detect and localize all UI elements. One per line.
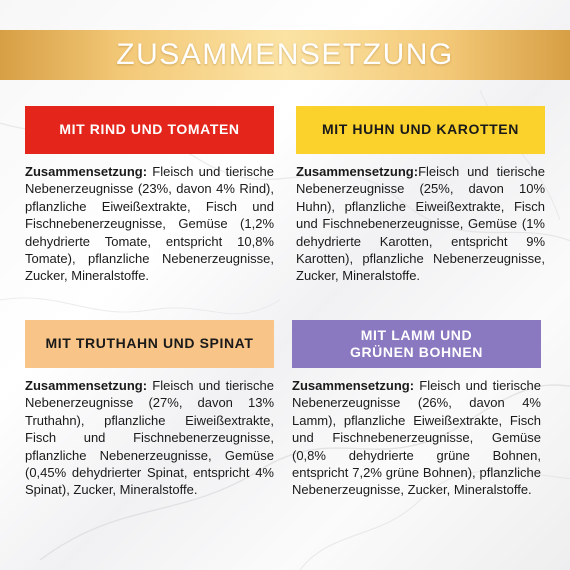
variant-label-line-1: MIT LAMM UND	[360, 326, 473, 343]
variant-label-beef	[25, 106, 274, 154]
variant-label-text: MIT TRUTHAHN UND SPINAT	[45, 335, 254, 352]
composition-label: Zusammensetzung:	[296, 164, 419, 179]
variant-label-turkey	[25, 320, 274, 368]
composition-chicken	[296, 163, 545, 285]
variant-label-text: MIT RIND UND TOMATEN	[59, 121, 240, 138]
composition-label: Zusammensetzung:	[25, 164, 148, 179]
composition-text: Fleisch und tierische Nebenerzeugnisse (26%, davon 4% Lamm), pflanzliche Eiweißextrakte, Fisch und Fischnebenerzeugnisse, Gemüse (0,8% dehydrierte grüne Bohnen, entspricht 7,2% grüne Bohnen), pflanzliche Nebenerzeugnisse, Zucker, Mineralstoffe.	[292, 378, 541, 498]
composition-label: Zusammensetzung:	[25, 378, 148, 393]
page-title: ZUSAMMENSETZUNG	[116, 38, 454, 71]
composition-label: Zusammensetzung:	[292, 378, 415, 393]
composition-text: Fleisch und tierische Nebenerzeugnisse (23%, davon 4% Rind), pflanzliche Eiweißextrakte, Fisch und Fischnebenerzeugnisse, Gemüse (1,2% dehydrierte Tomate, entspricht 10,8% Tomate), pflanzliche Nebenerzeugnisse, Zucker, Mineralstoffe.	[25, 164, 274, 284]
composition-text: Fleisch und tierische Nebenerzeugnisse (25%, davon 10% Huhn), pflanzliche Eiweißextrakte, Fisch und Fischnebenerzeugnisse, Gemüse (1% dehydrierte Karotten, entspricht 9% Karotten), pflanzliche Nebenerzeugnisse, Zucker, Mineralstoffe.	[296, 164, 545, 284]
variant-label-line-2: GRÜNEN BOHNEN	[349, 344, 484, 360]
variant-label-text: MIT HUHN UND KAROTTEN	[322, 121, 519, 138]
composition-lamb	[292, 377, 541, 499]
variant-label-lamb	[292, 320, 541, 368]
composition-beef	[25, 163, 274, 285]
variant-label-chicken	[296, 106, 545, 154]
composition-turkey	[25, 377, 274, 499]
composition-text: Fleisch und tierische Nebenerzeugnisse (27%, davon 13% Truthahn), pflanzliche Eiweißextrakte, Fisch und Fischnebenerzeugnisse, pflanzliche Nebenerzeugnisse, Gemüse (0,45% dehydrierter Spinat, entspricht 4% Spinat), Zucker, Mineralstoffe.	[25, 378, 274, 498]
header-banner	[0, 30, 570, 80]
